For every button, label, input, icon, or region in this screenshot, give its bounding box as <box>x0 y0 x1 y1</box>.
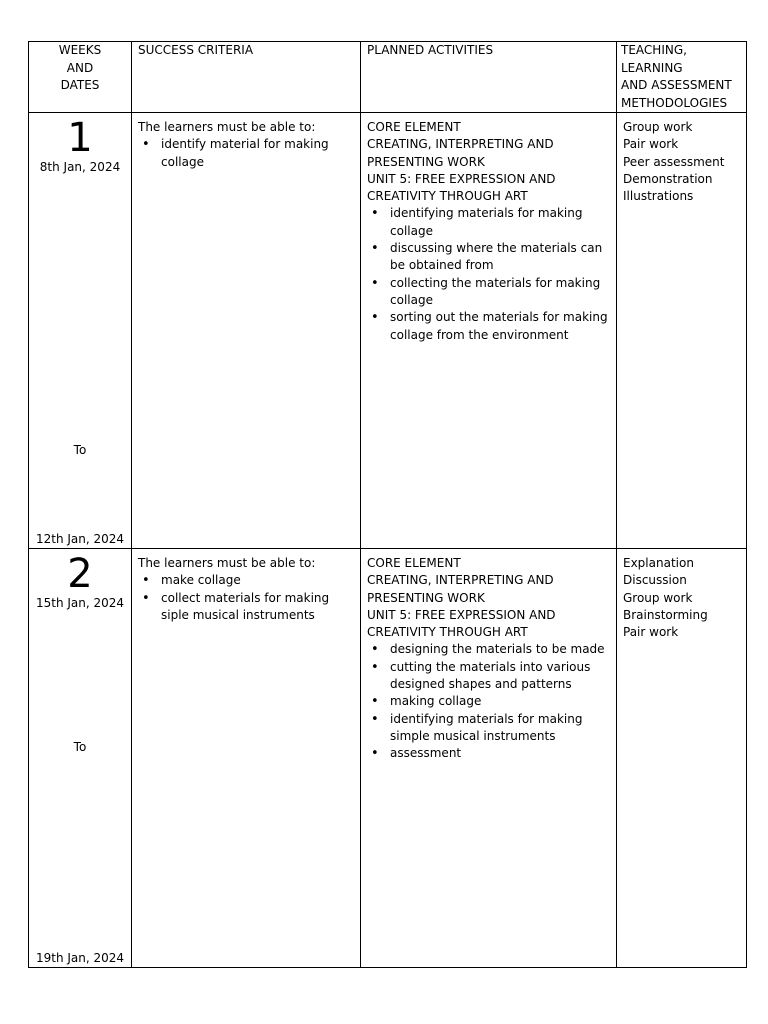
header-methodologies <box>617 42 747 113</box>
activities-heading-strand: CREATING, INTERPRETING AND PRESENTING WORK <box>367 573 554 605</box>
criteria-item: • collect materials for making siple musical instruments <box>138 590 356 625</box>
planned-activities-cell-2 <box>361 549 617 968</box>
header-planned-activities: PLANNED ACTIVITIES <box>361 42 617 113</box>
method-item: Pair work <box>623 625 679 640</box>
week-number-2: 2 <box>67 551 93 597</box>
method-item: Peer assessment <box>623 154 725 169</box>
activities-heading-core: CORE ELEMENT <box>367 556 461 570</box>
activities-heading-unit: UNIT 5: FREE EXPRESSION AND CREATIVITY THROUGH ART <box>367 171 556 204</box>
success-criteria-cell-2 <box>132 549 361 968</box>
week-cell-1 <box>29 113 132 549</box>
week-start-date-2: 15th Jan, 2024 <box>35 596 125 610</box>
criteria-item: • identify material for making collage <box>138 136 356 171</box>
header-and-line: AND <box>66 60 94 75</box>
method-item: Pair work <box>623 137 679 152</box>
header-dates-line: DATES <box>60 78 100 92</box>
activities-heading-core: CORE ELEMENT <box>367 120 461 134</box>
week-row-2 <box>29 549 747 968</box>
header-success-criteria: SUCCESS CRITERIA <box>132 42 361 113</box>
activity-item: • designing the materials to be made <box>367 641 612 658</box>
activity-item: • cutting the materials into various designed shapes and patterns <box>367 659 612 694</box>
success-criteria-cell-1 <box>132 113 361 549</box>
methodologies-cell-2 <box>617 549 747 968</box>
week-start-date-1: 8th Jan, 2024 <box>39 160 121 174</box>
criteria-item: • make collage <box>138 572 356 589</box>
methodologies-cell-1 <box>617 113 747 549</box>
header-row <box>29 42 747 113</box>
header-methodologies-line-3: METHODOLOGIES <box>621 95 728 110</box>
method-item: Illustrations <box>623 189 694 204</box>
activities-heading-strand: CREATING, INTERPRETING AND PRESENTING WORK <box>367 137 554 169</box>
method-item: Demonstration <box>623 171 713 186</box>
week-end-date-1: 12th Jan, 2024 <box>35 532 125 546</box>
activities-list-2 <box>367 641 612 762</box>
activity-item: • making collage <box>367 693 612 710</box>
criteria-intro-2: The learners must be able to: <box>138 556 316 570</box>
activity-item: • assessment <box>367 745 612 762</box>
week-to-label-1: To <box>73 443 87 457</box>
activities-list-1 <box>367 205 612 343</box>
header-weeks-dates <box>29 42 132 113</box>
method-item: Discussion <box>623 573 687 588</box>
activity-item: • collecting the materials for making collage <box>367 275 612 310</box>
criteria-intro-1: The learners must be able to: <box>138 120 316 134</box>
method-item: Brainstorming <box>623 607 708 622</box>
activity-item: • discussing where the materials can be obtained from <box>367 240 612 275</box>
method-item: Explanation <box>623 556 694 570</box>
criteria-list-2 <box>138 572 356 624</box>
method-item: Group work <box>623 590 693 605</box>
activity-item: • identifying materials for making collage <box>367 205 612 240</box>
activity-item: • sorting out the materials for making collage from the environment <box>367 309 612 344</box>
criteria-list-1 <box>138 136 356 171</box>
header-methodologies-line-2: AND ASSESSMENT <box>621 78 732 92</box>
week-row-1 <box>29 113 747 549</box>
week-end-date-2: 19th Jan, 2024 <box>35 951 125 965</box>
method-item: Group work <box>623 120 693 134</box>
activities-heading-unit: UNIT 5: FREE EXPRESSION AND CREATIVITY THROUGH ART <box>367 607 556 640</box>
header-methodologies-line-1: TEACHING, LEARNING <box>621 43 687 75</box>
week-to-label-2: To <box>73 740 87 754</box>
week-cell-2 <box>29 549 132 968</box>
activity-item: • identifying materials for making simple musical instruments <box>367 711 612 746</box>
planned-activities-cell-1 <box>361 113 617 549</box>
scheme-of-work-table <box>28 41 747 968</box>
header-weeks-line: WEEKS <box>58 43 102 57</box>
week-number-1: 1 <box>67 115 93 161</box>
